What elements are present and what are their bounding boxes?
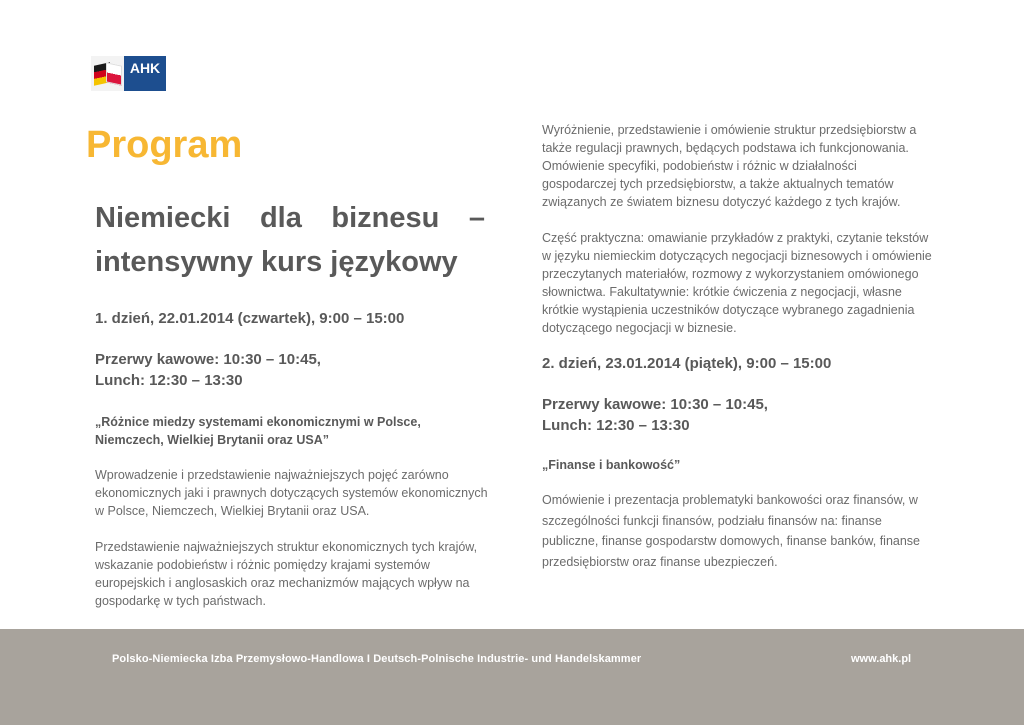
logo-text: AHK: [124, 56, 166, 91]
flags-icon: [91, 56, 124, 91]
day1-paragraph-3: Wyróżnienie, przedstawienie i omówienie struktur przedsiębiorstw a także regulacji prawnych, będących podstawa ich funkcjonowania. Omówienie specyfiki, podobieństw i różnic w działalności gospodarczej tych przedsiębiorstw, a także aktualnych tematów związanych ze światem biznesu dotyczyć każdego z tych krajów.: [542, 123, 917, 209]
day1-paragraph-4: Część praktyczna: omawianie przykładów z praktyki, czytanie tekstów w języku niemieckim dotyczących negocjacji biznesowych i omówienie przeczytanych materiałów, rozmowy z wykorzystaniem omówionego słownictwa. Fakultatywnie: krótkie ćwiczenia z negocjacji, własne krótkie wystąpienia uczestników dotyczące wybranego zagadnienia dotyczącego negocjacji w biznesie.: [542, 231, 932, 335]
day2-topic: „Finanse i bankowość”: [542, 458, 681, 472]
course-title: Niemiecki dla biznesu – intensywny kurs językowy: [95, 202, 485, 278]
day2-lunch: Lunch: 12:30 – 13:30: [542, 417, 690, 434]
page-title: Program: [86, 124, 243, 166]
day2-paragraph: Omówienie i prezentacja problematyki bankowości oraz finansów, w szczególności funkcji finansów, podziału finansów na: finanse publiczne, finanse gospodarstw domowych, finanse banków, finanse przedsiębiorstw oraz finanse ubezpieczeń.: [542, 493, 921, 569]
day1-paragraph-1: Wprowadzenie i przedstawienie najważniejszych pojęć zarówno ekonomicznych jaki i prawnych dotyczących systemów ekonomicznych w Polsce, Niemczech, Wielkiej Brytanii oraz USA.: [95, 468, 488, 518]
left-column: [95, 308, 490, 610]
day1-heading: 1. dzień, 22.01.2014 (czwartek), 9:00 – 15:00: [95, 310, 405, 327]
day1-lunch: Lunch: 12:30 – 13:30: [95, 372, 243, 389]
day1-topic: „Różnice miedzy systemami ekonomicznymi w Polsce, Niemczech, Wielkiej Brytanii oraz USA”: [95, 415, 421, 447]
footer-bar: [0, 629, 1024, 725]
day2-breaks: Przerwy kawowe: 10:30 – 10:45,: [542, 396, 768, 413]
day1-paragraph-2: Przedstawienie najważniejszych struktur ekonomicznych tych krajów, wskazanie podobieństw i różnic pomiędzy krajami systemów europejskich i anglosaskich oraz mechanizmów mających wpływ na gospodarkę w tych państwach.: [95, 540, 478, 608]
right-column: [542, 121, 932, 572]
day2-heading: 2. dzień, 23.01.2014 (piątek), 9:00 – 15:00: [542, 355, 832, 372]
day1-breaks: Przerwy kawowe: 10:30 – 10:45,: [95, 351, 321, 368]
ahk-logo: [91, 56, 166, 91]
footer-url: www.ahk.pl: [851, 653, 912, 665]
footer-organization: Polsko-Niemiecka Izba Przemysłowo-Handlowa I Deutsch-Polnische Industrie- und Handelskammer: [112, 653, 642, 665]
